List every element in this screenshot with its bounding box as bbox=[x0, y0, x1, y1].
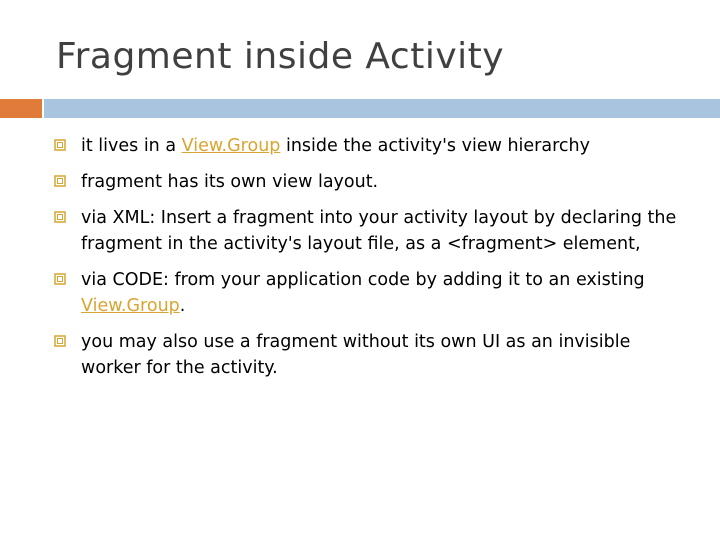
bullet-list bbox=[54, 133, 694, 391]
bullet-text: via XML: Insert a fragment into your activity layout by declaring the fragment in the activity's layout file, as a <fragment> element, bbox=[81, 208, 677, 254]
bullet-item bbox=[54, 329, 694, 381]
bullet-text: it lives in a bbox=[81, 136, 182, 156]
square-bullet-icon bbox=[54, 139, 66, 151]
bullet-item bbox=[54, 169, 694, 195]
bullet-item bbox=[54, 205, 694, 257]
bullet-item bbox=[54, 267, 694, 319]
viewgroup-link[interactable]: View.Group bbox=[181, 136, 281, 156]
title-rule-bar bbox=[44, 99, 720, 118]
slide-title: Fragment inside Activity bbox=[56, 36, 505, 77]
square-bullet-icon bbox=[54, 175, 66, 187]
square-bullet-icon bbox=[54, 335, 66, 347]
viewgroup-link[interactable]: View.Group bbox=[81, 296, 180, 316]
bullet-item bbox=[54, 133, 694, 159]
square-bullet-icon bbox=[54, 273, 66, 285]
bullet-text: fragment has its own view layout. bbox=[81, 172, 379, 192]
bullet-text: you may also use a fragment without its own UI as an invisible worker for the activity. bbox=[81, 332, 631, 378]
title-accent-bar bbox=[0, 99, 42, 118]
bullet-text: inside the activity's view hierarchy bbox=[280, 136, 590, 156]
square-bullet-icon bbox=[54, 211, 66, 223]
bullet-text: . bbox=[179, 296, 186, 316]
bullet-text: via CODE: from your application code by adding it to an existing bbox=[81, 270, 645, 290]
